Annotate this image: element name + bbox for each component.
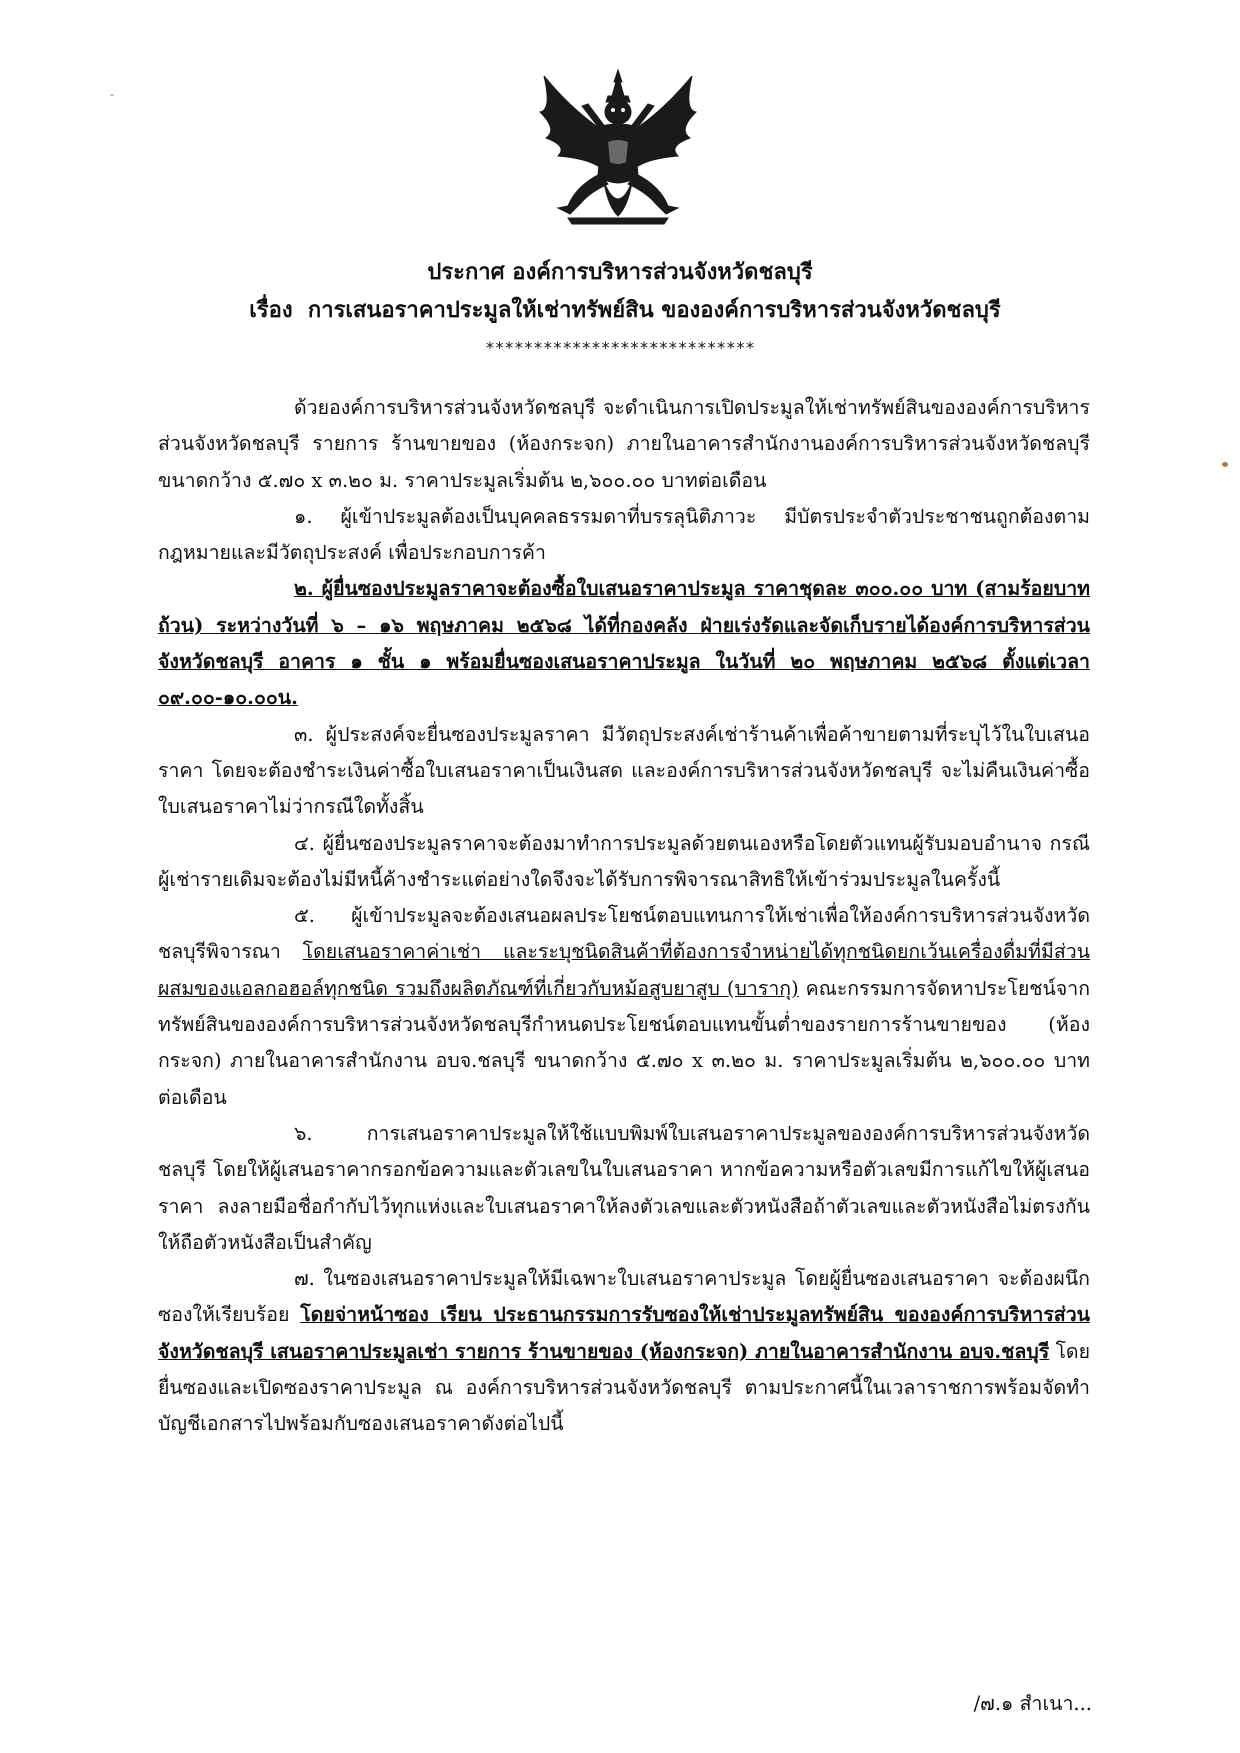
- scan-speck: [110, 94, 114, 96]
- intro-paragraph: ด้วยองค์การบริหารส่วนจังหวัดชลบุรี จะดำเนินการเปิดประมูลให้เช่าทรัพย์สินขององค์การบริหารส่วนจังหวัดชลบุรี รายการ ร้านขายของ (ห้องกระจก) ภายในอาคารสำนักงานองค์การบริหารส่วนจังหวัดชลบุรี ขนาดกว้าง ๕.๗๐ x ๓.๒๐ ม. ราคาประมูลเริ่มต้น ๒,๖๐๐.๐๐ บาทต่อเดือน: [158, 396, 1090, 492]
- clause-3: ๓. ผู้ประสงค์จะยื่นซองประมูลราคา มีวัตถุประสงค์เช่าร้านค้าเพื่อค้าขายตามที่ระบุไว้ในใบเสนอราคา โดยจะต้องชำระเงินค่าซื้อใบเสนอราคาเป็นเงินสด และองค์การบริหารส่วนจังหวัดชลบุรี จะไม่คืนเงินค่าซื้อใบเสนอราคาไม่ว่ากรณีใดทั้งสิ้น: [158, 722, 1090, 819]
- clause-7-lead: ๗. ในซองเสนอราคาประมูลให้มีเฉพาะใบเสนอราคาประมูล โดยผู้ยื่นซองเสนอราคา จะต้องผนึกซองให้เรียบร้อย: [158, 1267, 1090, 1327]
- clause-5-lead: ๕. ผู้เข้าประมูลจะต้องเสนอผลประโยชน์ตอบแทนการให้เช่าเพื่อให้องค์การบริหารส่วนจังหวัดชลบุรีพิจารณา: [158, 904, 1090, 964]
- subject-text: การเสนอราคาประมูลให้เช่าทรัพย์สิน ขององค์การบริหารส่วนจังหวัดชลบุรี: [307, 297, 1001, 323]
- announcement-title: ประกาศ องค์การบริหารส่วนจังหวัดชลบุรี: [427, 259, 813, 285]
- garuda-emblem-icon: [528, 66, 708, 246]
- clause-1: ๑. ผู้เข้าประมูลต้องเป็นบุคคลธรรมดาที่บรรลุนิติภาวะ มีบัตรประจำตัวประชาชนถูกต้องตามกฎหมายและมีวัตถุประสงค์ เพื่อประกอบการค้า: [158, 504, 1090, 565]
- clause-5-tail: คณะกรรมการจัดหาประโยชน์จากทรัพย์สินขององค์การบริหารส่วนจังหวัดชลบุรีกำหนดประโยชน์ตอบแทนขั้นต่ำของรายการร้านขายของ (ห้องกระจก) ภายในอาคารสำนักงาน อบจ.ชลบุรี ขนาดกว้าง ๕.๗๐ x ๓.๒๐ ม. ราคาประมูลเริ่มต้น ๒,๖๐๐.๐๐ บาทต่อเดือน: [158, 976, 1090, 1109]
- scan-speck: [1222, 462, 1228, 467]
- clause-4: ๔. ผู้ยื่นซองประมูลราคาจะต้องมาทำการประมูลด้วยตนเองหรือโดยตัวแทนผู้รับมอบอำนาจ กรณีผู้เช่ารายเดิมจะต้องไม่มีหนี้ค้างชำระแต่อย่างใดจึงจะได้รับการพิจารณาสิทธิให้เข้าร่วมประมูลในครั้งนี้: [158, 831, 1090, 891]
- announcement-body: [158, 390, 1090, 1443]
- subject-label: เรื่อง: [249, 297, 293, 323]
- title-divider: ****************************: [485, 338, 755, 357]
- clause-2: ๒. ผู้ยื่นซองประมูลราคาจะต้องซื้อใบเสนอราคาประมูล ราคาชุดละ ๓๐๐.๐๐ บาท (สามร้อยบาทถ้วน) ระหว่างวันที่ ๖ – ๑๖ พฤษภาคม ๒๕๖๘ ได้ที่กองคลัง ฝ่ายเร่งรัดและจัดเก็บรายได้องค์การบริหารส่วนจังหวัดชลบุรี อาคาร ๑ ชั้น ๑ พร้อมยื่นซองเสนอราคาประมูล ในวันที่ ๒๐ พฤษภาคม ๒๕๖๘ ตั้งแต่เวลา ๐๙.๐๐-๑๐.๐๐น.: [158, 577, 1090, 710]
- continuation-note: /๗.๑ สำเนา...: [973, 1692, 1092, 1715]
- announcement-subject: [0, 292, 1240, 328]
- clause-6: ๖. การเสนอราคาประมูลให้ใช้แบบพิมพ์ใบเสนอราคาประมูลขององค์การบริหารส่วนจังหวัดชลบุรี โดยให้ผู้เสนอราคากรอกข้อความและตัวเลขในใบเสนอราคา หากข้อความหรือตัวเลขมีการแก้ไขให้ผู้เสนอราคา ลงลายมือชื่อกำกับไว้ทุกแห่งและใบเสนอราคาให้ลงตัวเลขและตัวหนังสือถ้าตัวเลขและตัวหนังสือไม่ตรงกันให้ถือตัวหนังสือเป็นสำคัญ: [158, 1121, 1090, 1254]
- clause-5: [158, 898, 1090, 1116]
- clause-7-underlined: โดยจ่าหน้าซอง เรียน ประธานกรรมการรับซองให้เช่าประมูลทรัพย์สิน ขององค์การบริหารส่วนจังหวัดชลบุรี เสนอราคาประมูลเช่า รายการ ร้านขายของ (ห้องกระจก) ภายในอาคารสำนักงาน อบจ.ชลบุรี: [158, 1303, 1090, 1363]
- clause-7: [158, 1261, 1090, 1442]
- clause-5-underlined: โดยเสนอราคาค่าเช่า และระบุชนิดสินค้าที่ต้องการจำหน่ายได้ทุกชนิดยกเว้นเครื่องดื่มที่มีส่วนผสมของแอลกอฮอล์ทุกชนิด รวมถึงผลิตภัณฑ์ที่เกี่ยวกับหม้อสูบยาสูบ (บารากุ): [158, 940, 1090, 1000]
- clause-7-tail: โดยยื่นซองและเปิดซองราคาประมูล ณ องค์การบริหารส่วนจังหวัดชลบุรี ตามประกาศนี้ในเวลาราชการพร้อมจัดทำบัญชีเอกสารไปพร้อมกับซองเสนอราคาดังต่อไปนี้: [158, 1339, 1091, 1436]
